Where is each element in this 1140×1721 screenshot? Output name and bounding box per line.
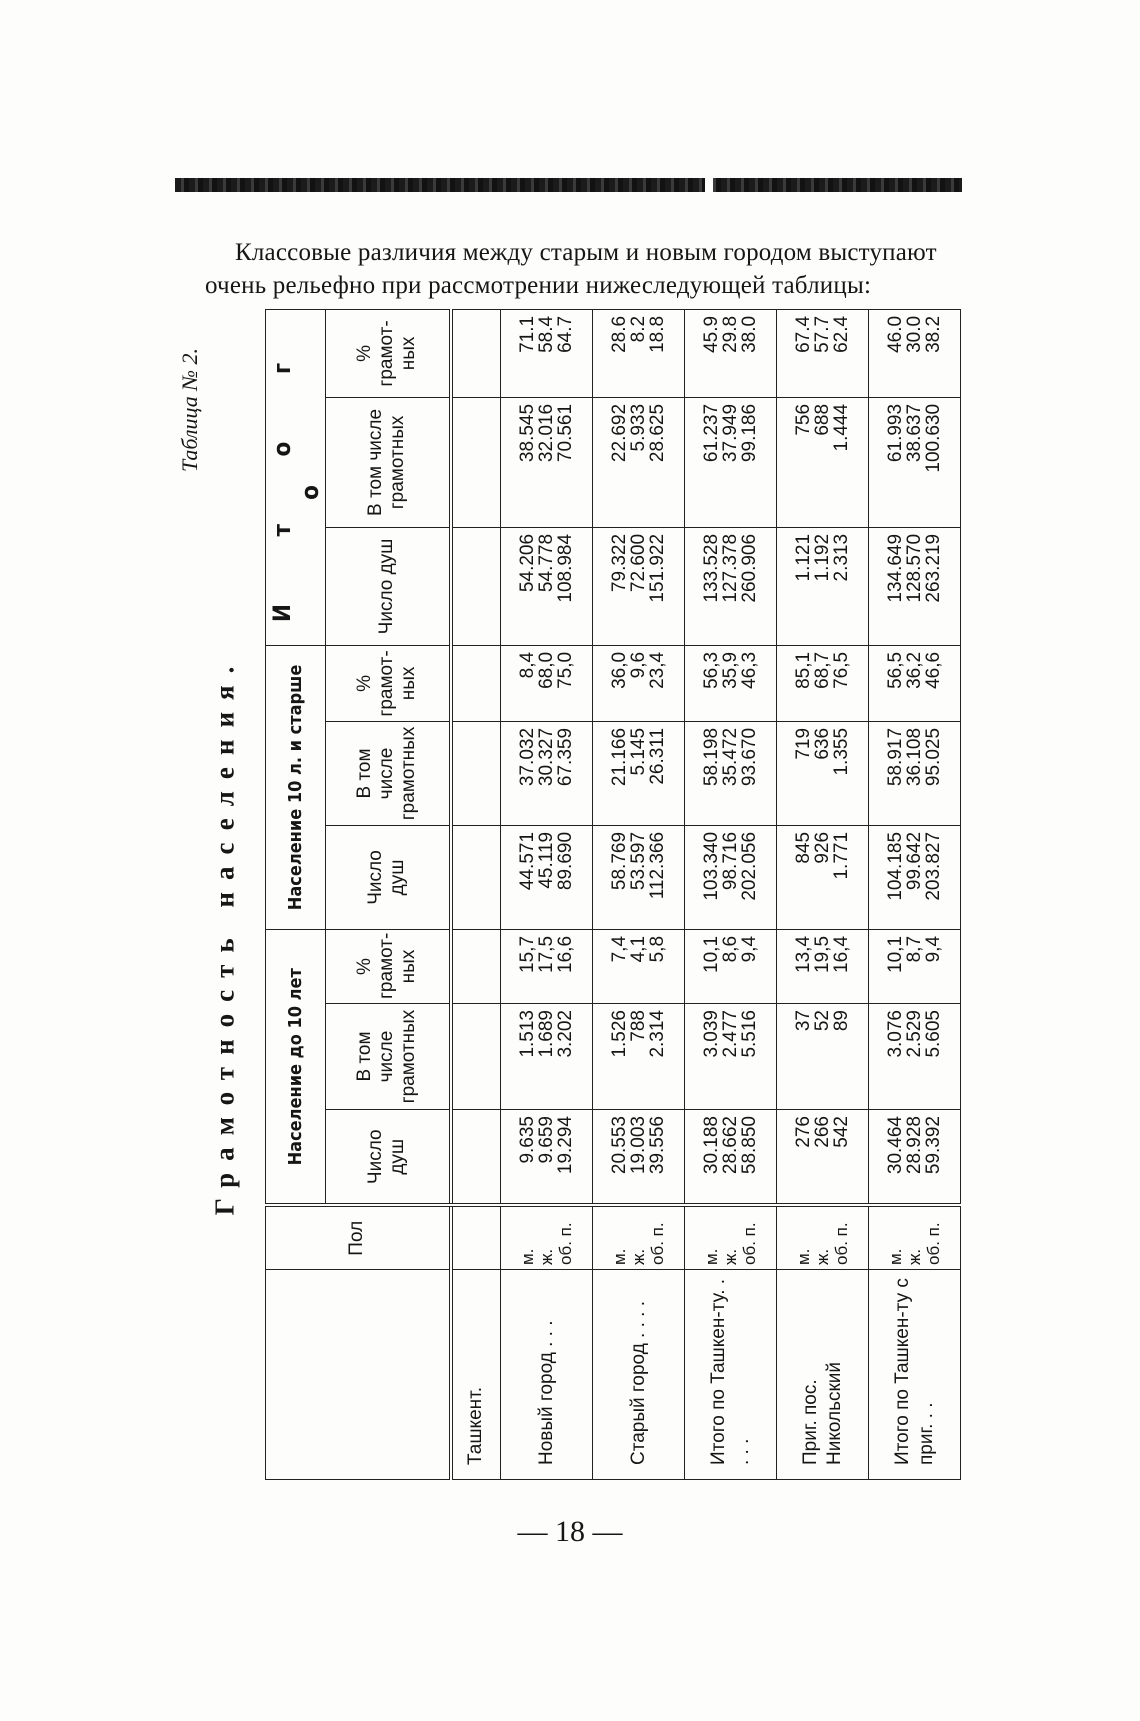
table-number: Таблица № 2. <box>177 347 202 473</box>
cell-t-souls <box>777 527 869 645</box>
cell-t-lit <box>869 397 961 527</box>
cell-u10-pct <box>685 929 777 1003</box>
cell-value: 5.933 <box>628 403 649 452</box>
cell-value: 15,7 <box>517 935 538 973</box>
cell-value: 52 <box>812 1010 833 1032</box>
sex-value: ж. <box>629 1248 648 1265</box>
cell-value: 36,2 <box>904 651 925 689</box>
cell-u10-lit <box>777 1004 869 1110</box>
cell-value: 93.670 <box>739 727 760 787</box>
cell-value: 1.513 <box>517 1010 538 1058</box>
intro-line-1: Классовые различия между старым и новым городом выступают <box>235 239 937 266</box>
cell-a10-pct <box>777 645 869 721</box>
sex-value: об. п. <box>832 1222 851 1265</box>
cell-value: 32.016 <box>536 403 557 463</box>
table-body <box>451 309 961 1479</box>
sex-value: об. п. <box>556 1222 575 1265</box>
cell-value: 61.237 <box>701 403 722 463</box>
cell-value: 1.526 <box>609 1010 630 1058</box>
cell-value: 71.1 <box>517 315 538 353</box>
cell-a10-souls <box>501 825 593 929</box>
cell-value: 8,7 <box>904 935 925 963</box>
cell-value: 2.314 <box>647 1010 668 1058</box>
cell-value: 37.032 <box>517 727 538 787</box>
empty-cell <box>451 1110 501 1206</box>
intro-paragraph <box>205 236 965 302</box>
table-title: Грамотность населения. <box>209 654 240 1216</box>
cell-value: 29.8 <box>720 315 741 353</box>
cell-value: 38.637 <box>904 403 925 463</box>
cell-u10-souls <box>685 1110 777 1206</box>
cell-value: 18.8 <box>647 315 668 353</box>
cell-a10-lit <box>869 721 961 825</box>
header-blank <box>266 1270 451 1480</box>
cell-value: 79.322 <box>609 533 630 593</box>
cell-value: 8,4 <box>517 651 538 679</box>
cell-value: 35.472 <box>720 727 741 787</box>
cell-value: 3.039 <box>701 1010 722 1058</box>
cell-t-pct <box>685 309 777 397</box>
cell-value: 56,3 <box>701 651 722 689</box>
cell-value: 788 <box>628 1010 649 1042</box>
cell-value: 75,0 <box>555 651 576 689</box>
cell-t-souls <box>593 527 685 645</box>
empty-cell <box>451 527 501 645</box>
cell-value: 59.392 <box>923 1116 944 1175</box>
cell-value: 203.827 <box>923 831 944 901</box>
cell-a10-pct <box>593 645 685 721</box>
cell-value: 58.198 <box>701 727 722 787</box>
row-label: Старый город . . . . <box>593 1270 685 1480</box>
cell-value: 8,6 <box>720 935 741 963</box>
empty-cell <box>451 309 501 397</box>
cell-value: 45.119 <box>536 831 557 889</box>
cell-t-lit <box>593 397 685 527</box>
cell-a10-souls <box>685 825 777 929</box>
rotated-table-wrapper <box>265 310 960 1480</box>
cell-value: 38.545 <box>517 403 538 463</box>
cell-value: 9,4 <box>923 935 944 963</box>
cell-value: 266 <box>812 1116 833 1148</box>
cell-value: 36,0 <box>609 651 630 689</box>
cell-value: 2.313 <box>831 533 852 582</box>
cell-value: 16,4 <box>831 935 852 973</box>
cell-value: 46.0 <box>885 315 906 353</box>
cell-value: 542 <box>831 1116 852 1148</box>
cell-value: 57.7 <box>812 315 833 353</box>
cell-value: 133.528 <box>701 533 722 603</box>
cell-value: 756 <box>793 403 814 436</box>
cell-value: 30.188 <box>701 1116 722 1175</box>
sex-cell <box>685 1206 777 1270</box>
cell-t-souls <box>685 527 777 645</box>
cell-value: 95.025 <box>923 727 944 787</box>
cell-value: 10,1 <box>701 935 722 973</box>
header-sex: Пол <box>266 1206 451 1270</box>
city-heading: Ташкент. <box>451 1270 501 1480</box>
cell-u10-lit <box>869 1004 961 1110</box>
sex-value: м. <box>610 1248 629 1265</box>
intro-line-2: очень рельефно при рассмотрении нижеследующей таблицы: <box>205 272 872 299</box>
cell-value: 112.366 <box>647 831 668 900</box>
header-group-under10: Население до 10 лет <box>266 929 326 1205</box>
sex-value: ж. <box>537 1248 556 1265</box>
sex-cell <box>593 1206 685 1270</box>
header-literate-10plus: В том числе грамотных <box>326 721 451 825</box>
empty-cell <box>451 397 501 527</box>
header-souls-total: Число душ <box>326 527 451 645</box>
sex-value: ж. <box>905 1248 924 1265</box>
cell-t-souls <box>501 527 593 645</box>
cell-value: 23,4 <box>647 651 668 689</box>
cell-u10-pct <box>777 929 869 1003</box>
cell-t-lit <box>685 397 777 527</box>
cell-value: 54.206 <box>517 533 538 593</box>
cell-value: 202.056 <box>739 831 760 901</box>
header-percent-10plus: % грамот-ных <box>326 645 451 721</box>
cell-value: 1.121 <box>793 533 814 582</box>
table-row <box>501 309 593 1479</box>
cell-value: 9.659 <box>536 1116 557 1164</box>
sex-value: ж. <box>721 1248 740 1265</box>
cell-t-lit <box>777 397 869 527</box>
cell-value: 3.202 <box>555 1010 576 1058</box>
cell-value: 5.145 <box>628 727 649 776</box>
sex-value: об. п. <box>740 1222 759 1265</box>
row-label: Итого по Ташкен-ту. . . . . <box>685 1270 777 1480</box>
header-souls-10plus: Число душ <box>326 825 451 929</box>
header-percent-total: % грамот-ных <box>326 309 451 397</box>
table-row <box>593 309 685 1479</box>
sex-value: ж. <box>813 1248 832 1265</box>
cell-value: 134.649 <box>885 533 906 603</box>
cell-value: 9,6 <box>628 651 649 679</box>
cell-value: 10,1 <box>885 935 906 973</box>
header-literate-total: В том числе грамотных <box>326 397 451 527</box>
cell-value: 56,5 <box>885 651 906 689</box>
cell-value: 7,4 <box>609 935 630 963</box>
city-heading-row <box>451 309 501 1479</box>
cell-value: 128.570 <box>904 533 925 603</box>
empty-cell <box>451 721 501 825</box>
cell-value: 1.689 <box>536 1010 557 1058</box>
sex-cell <box>501 1206 593 1270</box>
cell-value: 67.4 <box>793 315 814 353</box>
cell-value: 35,9 <box>720 651 741 689</box>
cell-value: 1.771 <box>831 831 852 880</box>
cell-value: 98.716 <box>720 831 741 891</box>
cell-value: 9,4 <box>739 935 760 963</box>
cell-value: 30.327 <box>536 727 557 787</box>
cell-t-pct <box>869 309 961 397</box>
cell-value: 28.928 <box>904 1116 925 1175</box>
cell-value: 2.477 <box>720 1010 741 1058</box>
cell-t-pct <box>777 309 869 397</box>
sex-value: об. п. <box>648 1222 667 1265</box>
table-row <box>869 309 961 1479</box>
cell-value: 39.556 <box>647 1116 668 1175</box>
row-label: Приг. пос. Никольский <box>777 1270 869 1480</box>
cell-value: 19.294 <box>555 1116 576 1175</box>
cell-u10-pct <box>593 929 685 1003</box>
cell-u10-souls <box>593 1110 685 1206</box>
sex-cell <box>777 1206 869 1270</box>
cell-value: 72.600 <box>628 533 649 593</box>
cell-value: 30.464 <box>885 1116 906 1175</box>
table-frame <box>265 310 960 1480</box>
cell-value: 3.076 <box>885 1010 906 1058</box>
empty-cell <box>451 1206 501 1270</box>
header-souls-under10: Число душ <box>326 1110 451 1206</box>
cell-value: 1.355 <box>831 727 852 776</box>
cell-value: 61.993 <box>885 403 906 463</box>
sex-cell <box>869 1206 961 1270</box>
cell-t-lit <box>501 397 593 527</box>
cell-value: 9.635 <box>517 1116 538 1164</box>
cell-value: 28.625 <box>647 403 668 463</box>
cell-a10-lit <box>685 721 777 825</box>
cell-value: 5.605 <box>923 1010 944 1058</box>
header-percent-under10: % грамот-ных <box>326 929 451 1003</box>
cell-value: 37 <box>793 1010 814 1032</box>
cell-value: 58.917 <box>885 727 906 787</box>
cell-value: 26.311 <box>647 727 668 785</box>
cell-value: 89 <box>831 1010 852 1032</box>
cell-t-pct <box>593 309 685 397</box>
table-row <box>685 309 777 1479</box>
cell-value: 108.984 <box>555 533 576 603</box>
cell-value: 22.692 <box>609 403 630 463</box>
cell-a10-pct <box>501 645 593 721</box>
cell-value: 276 <box>793 1116 814 1148</box>
cell-value: 636 <box>812 727 833 760</box>
cell-u10-pct <box>501 929 593 1003</box>
cell-value: 46,3 <box>739 651 760 689</box>
cell-value: 89.690 <box>555 831 576 891</box>
sex-value: об. п. <box>924 1222 943 1265</box>
cell-a10-pct <box>869 645 961 721</box>
cell-value: 44.571 <box>517 831 538 891</box>
cell-value: 68,0 <box>536 651 557 689</box>
page-number: — 18 — <box>517 1515 623 1548</box>
cell-value: 100.630 <box>923 403 944 473</box>
sex-value: м. <box>886 1248 905 1265</box>
cell-value: 28.6 <box>609 315 630 353</box>
cell-a10-souls <box>869 825 961 929</box>
cell-value: 21.166 <box>609 727 630 787</box>
cell-value: 99.642 <box>904 831 925 891</box>
cell-value: 58.4 <box>536 315 557 353</box>
cell-value: 85,1 <box>793 651 814 689</box>
empty-cell <box>451 929 501 1003</box>
cell-value: 13,4 <box>793 935 814 973</box>
cell-value: 17,5 <box>536 935 557 973</box>
cell-value: 76,5 <box>831 651 852 689</box>
header-literate-under10: В том числе грамотных <box>326 1004 451 1110</box>
cell-value: 5,8 <box>647 935 668 963</box>
header-group-10plus: Население 10 л. и старше <box>266 645 326 929</box>
cell-a10-lit <box>777 721 869 825</box>
cell-value: 1.444 <box>831 403 852 452</box>
cell-value: 62.4 <box>831 315 852 353</box>
sex-value: м. <box>702 1248 721 1265</box>
cell-u10-lit <box>593 1004 685 1110</box>
cell-value: 58.850 <box>739 1116 760 1175</box>
table-row <box>777 309 869 1479</box>
cell-value: 1.192 <box>812 533 833 582</box>
cell-u10-souls <box>869 1110 961 1206</box>
cell-value: 53.597 <box>628 831 649 891</box>
cell-t-pct <box>501 309 593 397</box>
cell-value: 5.516 <box>739 1010 760 1058</box>
cell-value: 68,7 <box>812 651 833 689</box>
cell-u10-lit <box>501 1004 593 1110</box>
row-label: Новый город . . . <box>501 1270 593 1480</box>
cell-value: 688 <box>812 403 833 436</box>
row-label: Итого по Ташкен-ту с приг. . . <box>869 1270 961 1480</box>
cell-value: 719 <box>793 727 814 760</box>
cell-u10-pct <box>869 929 961 1003</box>
cell-value: 926 <box>812 831 833 864</box>
cell-value: 8.2 <box>628 315 649 343</box>
cell-value: 260.906 <box>739 533 760 603</box>
cell-value: 46,6 <box>923 651 944 689</box>
cell-value: 4,1 <box>628 935 649 963</box>
empty-cell <box>451 825 501 929</box>
cell-u10-souls <box>777 1110 869 1206</box>
cell-a10-souls <box>593 825 685 929</box>
literacy-table <box>265 309 961 1480</box>
cell-value: 19,5 <box>812 935 833 973</box>
cell-value: 151.922 <box>647 533 668 603</box>
cell-value: 127.378 <box>720 533 741 603</box>
cell-u10-lit <box>685 1004 777 1110</box>
cell-value: 70.561 <box>555 403 576 463</box>
cell-value: 16,6 <box>555 935 576 973</box>
cell-value: 28.662 <box>720 1116 741 1175</box>
header-group-total: И т о г о <box>266 309 326 645</box>
cell-value: 45.9 <box>701 315 722 353</box>
cell-value: 2.529 <box>904 1010 925 1058</box>
sex-value: м. <box>794 1248 813 1265</box>
cell-value: 54.778 <box>536 533 557 593</box>
cell-value: 67.359 <box>555 727 576 787</box>
empty-cell <box>451 1004 501 1110</box>
sex-value: м. <box>518 1248 537 1265</box>
cell-value: 99.186 <box>739 403 760 463</box>
empty-cell <box>451 645 501 721</box>
cell-value: 103.340 <box>701 831 722 901</box>
top-rule <box>175 178 962 192</box>
cell-a10-souls <box>777 825 869 929</box>
cell-value: 64.7 <box>555 315 576 353</box>
cell-value: 30.0 <box>904 315 925 353</box>
cell-a10-lit <box>593 721 685 825</box>
cell-a10-lit <box>501 721 593 825</box>
cell-u10-souls <box>501 1110 593 1206</box>
top-rule-gap <box>705 176 713 194</box>
cell-value: 37.949 <box>720 403 741 463</box>
cell-value: 58.769 <box>609 831 630 891</box>
cell-value: 38.0 <box>739 315 760 353</box>
cell-a10-pct <box>685 645 777 721</box>
cell-value: 20.553 <box>609 1116 630 1175</box>
cell-value: 263.219 <box>923 533 944 603</box>
cell-t-souls <box>869 527 961 645</box>
cell-value: 36.108 <box>904 727 925 787</box>
cell-value: 845 <box>793 831 814 864</box>
cell-value: 104.185 <box>885 831 906 901</box>
cell-value: 38.2 <box>923 315 944 353</box>
cell-value: 19.003 <box>628 1116 649 1175</box>
